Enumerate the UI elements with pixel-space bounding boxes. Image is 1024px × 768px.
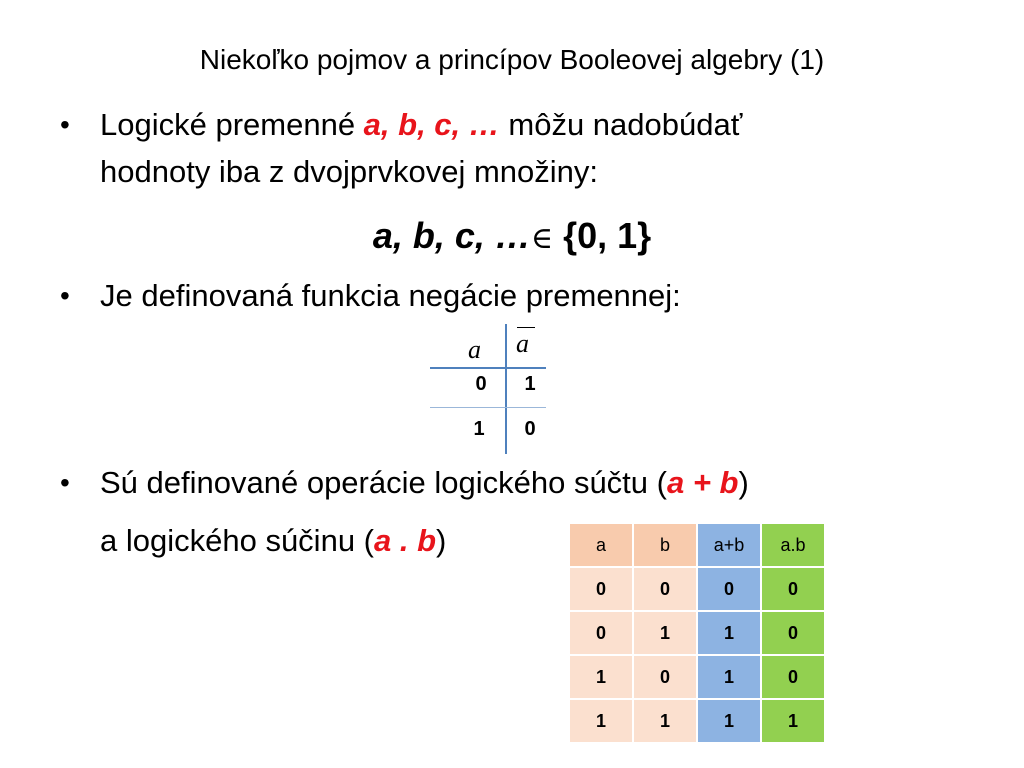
negation-cell: 1 [473,418,485,440]
truth-cell: 0 [633,655,697,699]
truth-cell: 0 [569,567,633,611]
negation-table-header-line [430,367,546,369]
truth-header-b: b [633,523,697,567]
bullet-3-product-op: a . b [374,523,437,558]
bullet-marker: • [60,467,70,498]
bullet-3-line-2-after: ) [436,523,447,558]
table-row [569,655,825,699]
table-row [569,611,825,655]
negation-table [430,320,546,455]
truth-cell: 1 [697,611,761,655]
table-row [569,699,825,743]
truth-cell: 1 [569,655,633,699]
bullet-3-line-2 [100,520,446,562]
set-formula [0,212,1024,263]
negation-overline [517,327,535,328]
bullet-3-text-before: Sú definované operácie logického súčtu ( [100,465,667,500]
formula-set: {0, 1} [553,215,652,256]
truth-cell: 1 [697,699,761,743]
truth-header-product: a.b [761,523,825,567]
truth-header-a: a [569,523,633,567]
truth-table-header-row [569,523,825,567]
truth-cell: 0 [761,655,825,699]
bullet-3-text-after: ) [738,465,749,500]
negation-table-row-line [430,407,546,408]
truth-cell: 1 [633,699,697,743]
bullet-3-sum-op: a + b [666,465,739,500]
bullet-1-line-1 [100,104,742,146]
negation-cell: 0 [524,418,536,440]
negation-header-not-a: a [516,329,529,358]
bullet-1-text-before: Logické premenné [100,107,364,142]
truth-cell: 0 [569,611,633,655]
negation-header-a: a [468,335,481,364]
truth-cell: 0 [633,567,697,611]
truth-cell: 0 [697,567,761,611]
bullet-1-line-2: hodnoty iba z dvojprvkovej množiny: [100,154,598,189]
negation-table-vertical-line [505,324,507,454]
bullet-1-variables: a, b, c, … [363,107,500,142]
truth-cell: 1 [697,655,761,699]
formula-variables: a, b, c, … [372,215,531,256]
bullet-2-text: Je definovaná funkcia negácie premennej: [100,278,681,313]
element-of-symbol: ∈ [530,221,554,256]
bullet-3-line-1 [100,462,749,504]
negation-cell: 1 [524,373,536,395]
truth-table [568,522,826,744]
bullet-marker: • [60,280,70,311]
truth-cell: 0 [761,611,825,655]
truth-cell: 1 [761,699,825,743]
slide-title: Niekoľko pojmov a princípov Booleovej algebry (1) [199,44,825,75]
truth-cell: 1 [569,699,633,743]
bullet-1-text-after: môžu nadobúdať [499,107,743,142]
bullet-marker: • [60,109,70,140]
truth-header-sum: a+b [697,523,761,567]
bullet-3-line-2-before: a logického súčinu ( [100,523,374,558]
negation-cell: 0 [475,373,487,395]
truth-cell: 0 [761,567,825,611]
table-row [569,567,825,611]
truth-cell: 1 [633,611,697,655]
